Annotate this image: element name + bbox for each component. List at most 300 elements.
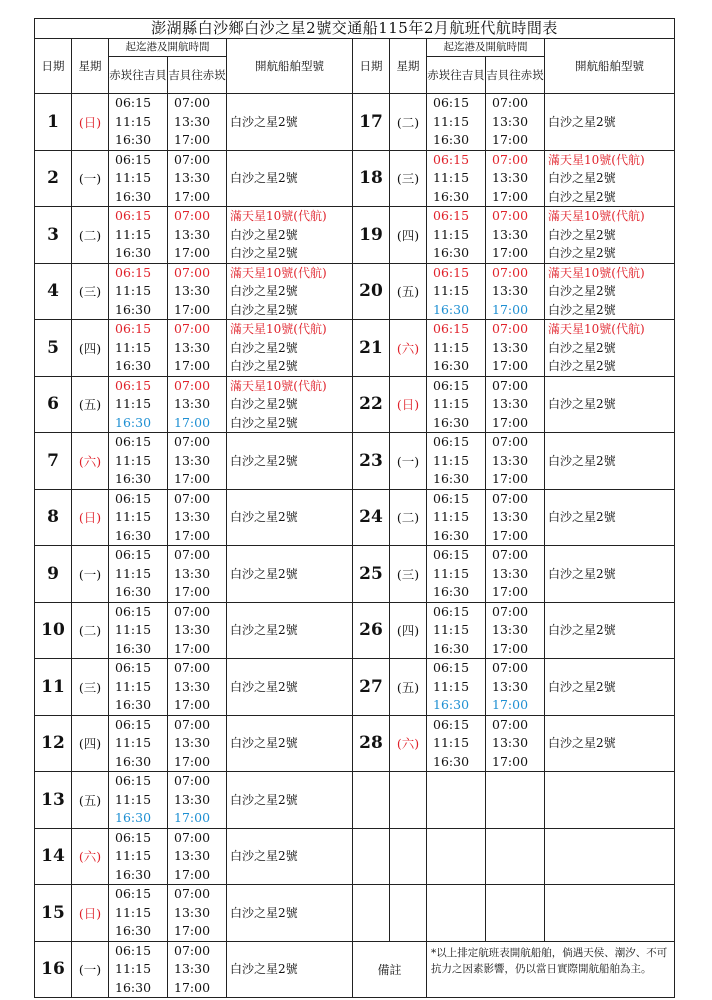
day-number: 15 [35, 885, 72, 942]
time-jibei-to-chikan: 07:00 [174, 773, 211, 788]
ship-model: 白沙之星2號 [230, 246, 298, 260]
time-jibei-to-chikan: 07:00 [492, 603, 529, 619]
weekday: (三) [390, 546, 427, 603]
time-chikan-to-jibei: 06:15 [433, 716, 470, 732]
table-row [35, 320, 675, 377]
ship-model: 白沙之星2號 [230, 284, 298, 298]
departures-jibei [168, 602, 227, 659]
departures-jibei [486, 263, 545, 320]
time-jibei-to-chikan: 17:00 [174, 245, 211, 260]
ship-model [548, 583, 674, 602]
ship-model: 白沙之星2號 [230, 510, 298, 524]
time-jibei-to-chikan: 13:30 [174, 283, 211, 298]
time-jibei-to-chikan: 17:00 [174, 979, 211, 995]
weekday: (三) [390, 150, 427, 207]
weekday: (四) [72, 715, 109, 772]
table-row [35, 941, 675, 998]
ship-cell [545, 150, 675, 207]
time-chikan-to-jibei: 11:15 [115, 113, 152, 129]
header-port-time: 起迄港及開航時間 [109, 39, 227, 57]
time-chikan-to-jibei: 11:15 [115, 791, 152, 807]
table-row [35, 94, 675, 151]
time-jibei-to-chikan: 17:00 [174, 697, 211, 712]
time-jibei-to-chikan: 07:00 [174, 660, 211, 675]
ship-model [230, 490, 352, 509]
departures-chikan [427, 546, 486, 603]
ship-cell [545, 320, 675, 377]
time-chikan-to-jibei: 11:15 [433, 396, 470, 411]
time-chikan-to-jibei: 06:15 [115, 208, 152, 223]
weekday: (五) [72, 376, 109, 433]
time-chikan-to-jibei: 16:30 [115, 584, 152, 599]
ship-model: 白沙之星2號 [230, 849, 298, 863]
departures-jibei [486, 489, 545, 546]
time-jibei-to-chikan: 17:00 [174, 584, 211, 599]
weekday: (日) [390, 376, 427, 433]
time-chikan-to-jibei: 11:15 [115, 452, 152, 468]
departures-chikan [109, 715, 168, 772]
time-chikan-to-jibei: 16:30 [433, 188, 470, 204]
weekday: (四) [72, 320, 109, 377]
day-number: 6 [35, 376, 72, 433]
weekday: (一) [390, 433, 427, 490]
time-chikan-to-jibei: 16:30 [433, 640, 470, 656]
time-chikan-to-jibei: 16:30 [115, 753, 152, 769]
empty-cell [545, 885, 675, 942]
departures-jibei [168, 715, 227, 772]
day-number: 21 [353, 320, 390, 377]
departures-chikan [109, 546, 168, 603]
time-jibei-to-chikan: 17:00 [174, 640, 211, 656]
ship-model: 白沙之星2號 [548, 623, 616, 637]
ship-cell [545, 715, 675, 772]
time-jibei-to-chikan: 13:30 [492, 283, 529, 298]
time-chikan-to-jibei: 06:15 [115, 95, 152, 110]
departures-jibei [486, 376, 545, 433]
day-number: 24 [353, 489, 390, 546]
time-jibei-to-chikan: 17:00 [492, 753, 529, 769]
time-jibei-to-chikan: 13:30 [492, 339, 529, 355]
ship-model [548, 377, 674, 396]
ship-model [230, 866, 352, 885]
empty-cell [486, 772, 545, 829]
time-jibei-to-chikan: 17:00 [492, 584, 529, 599]
departures-jibei [168, 433, 227, 490]
day-number: 8 [35, 489, 72, 546]
weekday: (六) [72, 433, 109, 490]
ship-model [230, 546, 352, 565]
table-row [35, 602, 675, 659]
departures-jibei [486, 433, 545, 490]
time-jibei-to-chikan: 13:30 [174, 113, 211, 129]
ship-cell [545, 602, 675, 659]
ship-cell [227, 150, 353, 207]
departures-chikan [427, 602, 486, 659]
ship-model [548, 470, 674, 489]
departures-jibei [168, 489, 227, 546]
departures-chikan [109, 94, 168, 151]
time-chikan-to-jibei: 11:15 [433, 735, 470, 750]
ship-model: 白沙之星2號 [548, 736, 616, 750]
ship-model: 白沙之星2號 [548, 171, 616, 185]
empty-cell [486, 885, 545, 942]
time-jibei-to-chikan: 13:30 [174, 170, 211, 185]
time-jibei-to-chikan: 13:30 [492, 452, 529, 468]
ship-cell [227, 320, 353, 377]
departures-jibei [168, 320, 227, 377]
header-week: 星期 [390, 39, 427, 94]
time-jibei-to-chikan: 07:00 [492, 716, 529, 732]
empty-cell [390, 828, 427, 885]
departures-jibei [168, 659, 227, 716]
ship-cell [227, 941, 353, 998]
ship-model: 白沙之星2號 [230, 623, 298, 637]
ship-cell [227, 489, 353, 546]
time-jibei-to-chikan: 17:00 [174, 358, 211, 373]
time-chikan-to-jibei: 11:15 [433, 113, 470, 129]
ship-model: 滿天星10號(代航) [548, 152, 645, 167]
empty-cell [353, 828, 390, 885]
time-jibei-to-chikan: 17:00 [174, 866, 211, 882]
table-row [35, 659, 675, 716]
day-number: 19 [353, 207, 390, 264]
time-chikan-to-jibei: 06:15 [433, 547, 470, 562]
ship-model [230, 753, 352, 772]
weekday: (日) [72, 885, 109, 942]
ship-model: 白沙之星2號 [230, 792, 298, 807]
time-chikan-to-jibei: 06:15 [433, 434, 470, 449]
ship-model [230, 603, 352, 622]
weekday: (二) [390, 489, 427, 546]
time-chikan-to-jibei: 11:15 [433, 678, 470, 694]
departures-jibei [486, 94, 545, 151]
table-row [35, 772, 675, 829]
time-jibei-to-chikan: 07:00 [174, 716, 211, 732]
timetable [34, 18, 675, 998]
time-chikan-to-jibei: 16:30 [115, 697, 152, 712]
ship-cell [227, 94, 353, 151]
time-chikan-to-jibei: 06:15 [433, 264, 470, 280]
day-number: 28 [353, 715, 390, 772]
ship-model: 白沙之星2號 [230, 736, 298, 750]
time-jibei-to-chikan: 07:00 [174, 547, 211, 562]
header-ship-model: 開航船舶型號 [227, 39, 353, 94]
empty-cell [486, 828, 545, 885]
day-number: 23 [353, 433, 390, 490]
empty-cell [353, 885, 390, 942]
ship-model: 白沙之星2號 [548, 566, 616, 581]
ship-model [230, 188, 352, 207]
ship-model: 白沙之星2號 [548, 189, 616, 204]
time-jibei-to-chikan: 07:00 [174, 377, 211, 393]
time-jibei-to-chikan: 17:00 [174, 527, 211, 543]
time-chikan-to-jibei: 06:15 [115, 942, 152, 958]
time-jibei-to-chikan: 13:30 [174, 565, 211, 581]
time-chikan-to-jibei: 06:15 [433, 603, 470, 619]
empty-cell [427, 772, 486, 829]
departures-chikan [109, 659, 168, 716]
time-jibei-to-chikan: 17:00 [492, 640, 529, 656]
ship-model [548, 490, 674, 509]
time-jibei-to-chikan: 07:00 [492, 660, 529, 675]
time-jibei-to-chikan: 17:00 [174, 471, 211, 486]
ship-model: 白沙之星2號 [548, 340, 616, 355]
day-number: 27 [353, 659, 390, 716]
time-jibei-to-chikan: 13:30 [174, 961, 211, 976]
ship-model: 白沙之星2號 [230, 905, 298, 920]
time-jibei-to-chikan: 07:00 [492, 321, 529, 336]
time-chikan-to-jibei: 11:15 [115, 904, 152, 920]
time-chikan-to-jibei: 06:15 [115, 773, 152, 788]
table-row [35, 828, 675, 885]
departures-jibei [486, 150, 545, 207]
time-chikan-to-jibei: 11:15 [433, 565, 470, 581]
weekday: (三) [72, 263, 109, 320]
table-row [35, 376, 675, 433]
time-chikan-to-jibei: 16:30 [115, 866, 152, 882]
ship-model: 白沙之星2號 [230, 227, 298, 242]
day-number: 2 [35, 150, 72, 207]
table-row [35, 150, 675, 207]
ship-model: 白沙之星2號 [548, 510, 616, 524]
empty-cell [353, 772, 390, 829]
day-number: 13 [35, 772, 72, 829]
time-jibei-to-chikan: 07:00 [492, 208, 529, 223]
ship-model [230, 527, 352, 546]
empty-cell [427, 885, 486, 942]
time-jibei-to-chikan: 13:30 [174, 678, 211, 694]
time-jibei-to-chikan: 17:00 [492, 188, 529, 204]
time-chikan-to-jibei: 06:15 [433, 321, 470, 336]
table-row [35, 207, 675, 264]
time-chikan-to-jibei: 11:15 [115, 283, 152, 298]
day-number: 20 [353, 263, 390, 320]
ship-cell [545, 376, 675, 433]
weekday: (一) [72, 150, 109, 207]
note-text: *以上排定航班表開航船舶，倘遇天侯、潮汐、不可抗力之因素影響，仍以當日實際開航船舶為主。 [427, 941, 675, 998]
table-row [35, 489, 675, 546]
ship-model [230, 94, 352, 113]
ship-model [548, 753, 674, 772]
ship-cell [227, 376, 353, 433]
day-number: 7 [35, 433, 72, 490]
time-chikan-to-jibei: 11:15 [115, 396, 152, 411]
departures-chikan [109, 489, 168, 546]
time-chikan-to-jibei: 06:15 [115, 321, 152, 336]
header-ship-model: 開航船舶型號 [545, 39, 675, 94]
time-jibei-to-chikan: 13:30 [174, 735, 211, 750]
weekday: (日) [72, 94, 109, 151]
header-date: 日期 [35, 39, 72, 94]
ship-cell [227, 715, 353, 772]
time-jibei-to-chikan: 13:30 [174, 509, 211, 524]
time-chikan-to-jibei: 06:15 [115, 547, 152, 562]
departures-jibei [168, 376, 227, 433]
time-jibei-to-chikan: 07:00 [174, 151, 211, 167]
day-number: 16 [35, 941, 72, 998]
time-jibei-to-chikan: 17:00 [174, 810, 211, 825]
departures-jibei [486, 546, 545, 603]
ship-model [548, 546, 674, 565]
departures-chikan [109, 885, 168, 942]
time-jibei-to-chikan: 13:30 [492, 226, 529, 242]
ship-cell [545, 94, 675, 151]
ship-model [230, 922, 352, 941]
time-jibei-to-chikan: 17:00 [492, 132, 529, 147]
weekday: (一) [72, 941, 109, 998]
time-chikan-to-jibei: 06:15 [115, 264, 152, 280]
time-chikan-to-jibei: 16:30 [115, 245, 152, 260]
ship-model: 白沙之星2號 [230, 302, 298, 317]
departures-chikan [427, 320, 486, 377]
time-jibei-to-chikan: 17:00 [174, 923, 211, 938]
time-jibei-to-chikan: 07:00 [492, 377, 529, 393]
table-row [35, 885, 675, 942]
time-jibei-to-chikan: 07:00 [174, 321, 211, 336]
time-jibei-to-chikan: 13:30 [174, 622, 211, 637]
departures-chikan [427, 715, 486, 772]
day-number: 3 [35, 207, 72, 264]
time-chikan-to-jibei: 16:30 [115, 923, 152, 938]
time-chikan-to-jibei: 16:30 [433, 753, 470, 769]
weekday: (一) [72, 546, 109, 603]
ship-model [230, 640, 352, 659]
time-jibei-to-chikan: 07:00 [492, 547, 529, 562]
ship-model: 白沙之星2號 [230, 566, 298, 581]
time-jibei-to-chikan: 07:00 [174, 208, 211, 223]
weekday: (日) [72, 489, 109, 546]
ship-model: 白沙之星2號 [230, 679, 298, 694]
time-jibei-to-chikan: 13:30 [492, 622, 529, 637]
ship-model [230, 716, 352, 735]
ship-model [230, 470, 352, 489]
time-jibei-to-chikan: 07:00 [174, 434, 211, 449]
ship-cell [545, 207, 675, 264]
day-number: 17 [353, 94, 390, 151]
time-jibei-to-chikan: 17:00 [492, 245, 529, 260]
time-jibei-to-chikan: 17:00 [174, 414, 211, 430]
ship-model: 白沙之星2號 [548, 284, 616, 298]
time-chikan-to-jibei: 11:15 [115, 339, 152, 355]
time-chikan-to-jibei: 11:15 [115, 735, 152, 750]
ship-model [230, 131, 352, 150]
weekday: (五) [390, 659, 427, 716]
ship-model [230, 885, 352, 904]
ship-model [548, 716, 674, 735]
time-chikan-to-jibei: 06:15 [115, 716, 152, 732]
ship-model [230, 979, 352, 998]
ship-model: 白沙之星2號 [548, 302, 616, 317]
ship-model: 白沙之星2號 [230, 171, 298, 185]
departures-jibei [168, 885, 227, 942]
ship-cell [545, 659, 675, 716]
header-from-chikan: 赤崁往吉貝 [427, 57, 486, 94]
header-port-time: 起迄港及開航時間 [427, 39, 545, 57]
ship-cell [545, 489, 675, 546]
time-chikan-to-jibei: 06:15 [115, 490, 152, 506]
time-chikan-to-jibei: 11:15 [433, 622, 470, 637]
departures-chikan [109, 433, 168, 490]
ship-model [230, 942, 352, 961]
weekday: (二) [72, 207, 109, 264]
time-chikan-to-jibei: 06:15 [433, 208, 470, 223]
time-jibei-to-chikan: 13:30 [492, 735, 529, 750]
time-chikan-to-jibei: 06:15 [433, 377, 470, 393]
ship-model: 白沙之星2號 [548, 359, 616, 373]
time-jibei-to-chikan: 07:00 [492, 490, 529, 506]
time-jibei-to-chikan: 07:00 [174, 490, 211, 506]
time-chikan-to-jibei: 11:15 [433, 283, 470, 298]
header-from-jibei: 吉貝往赤崁 [486, 57, 545, 94]
time-jibei-to-chikan: 17:00 [492, 414, 529, 430]
ship-model: 白沙之星2號 [548, 453, 616, 468]
ship-model [230, 696, 352, 715]
time-jibei-to-chikan: 07:00 [492, 151, 529, 167]
time-chikan-to-jibei: 11:15 [115, 565, 152, 581]
time-chikan-to-jibei: 06:15 [115, 603, 152, 619]
departures-chikan [427, 376, 486, 433]
weekday: (二) [72, 602, 109, 659]
departures-jibei [168, 207, 227, 264]
ship-cell [227, 546, 353, 603]
time-jibei-to-chikan: 13:30 [174, 791, 211, 807]
time-jibei-to-chikan: 07:00 [174, 95, 211, 110]
departures-jibei [168, 263, 227, 320]
timetable-sheet [34, 18, 674, 998]
ship-model: 滿天星10號(代航) [548, 209, 645, 223]
departures-jibei [168, 772, 227, 829]
header-week: 星期 [72, 39, 109, 94]
time-jibei-to-chikan: 17:00 [174, 132, 211, 147]
note-label: 備註 [353, 941, 427, 998]
time-chikan-to-jibei: 06:15 [115, 151, 152, 167]
time-chikan-to-jibei: 16:30 [115, 979, 152, 995]
table-row [35, 546, 675, 603]
ship-model [230, 433, 352, 452]
ship-model: 滿天星10號(代航) [548, 265, 645, 280]
departures-chikan [109, 207, 168, 264]
ship-model [548, 433, 674, 452]
weekday: (五) [390, 263, 427, 320]
time-chikan-to-jibei: 16:30 [433, 584, 470, 599]
departures-jibei [486, 602, 545, 659]
time-chikan-to-jibei: 11:15 [115, 226, 152, 242]
departures-jibei [168, 828, 227, 885]
time-chikan-to-jibei: 16:30 [433, 697, 470, 712]
time-jibei-to-chikan: 07:00 [492, 264, 529, 280]
departures-chikan [427, 659, 486, 716]
ship-cell [227, 602, 353, 659]
time-jibei-to-chikan: 13:30 [492, 113, 529, 129]
day-number: 14 [35, 828, 72, 885]
ship-model [548, 414, 674, 433]
departures-jibei [168, 941, 227, 998]
departures-chikan [109, 150, 168, 207]
ship-model [230, 829, 352, 848]
time-chikan-to-jibei: 16:30 [115, 132, 152, 147]
ship-model [230, 583, 352, 602]
weekday: (六) [72, 828, 109, 885]
time-chikan-to-jibei: 06:15 [115, 660, 152, 675]
table-row [35, 715, 675, 772]
ship-model [230, 659, 352, 678]
ship-model: 白沙之星2號 [230, 114, 298, 129]
time-chikan-to-jibei: 16:30 [433, 414, 470, 430]
ship-cell [227, 659, 353, 716]
time-chikan-to-jibei: 06:15 [115, 434, 152, 449]
departures-chikan [427, 263, 486, 320]
time-chikan-to-jibei: 16:30 [115, 188, 152, 204]
